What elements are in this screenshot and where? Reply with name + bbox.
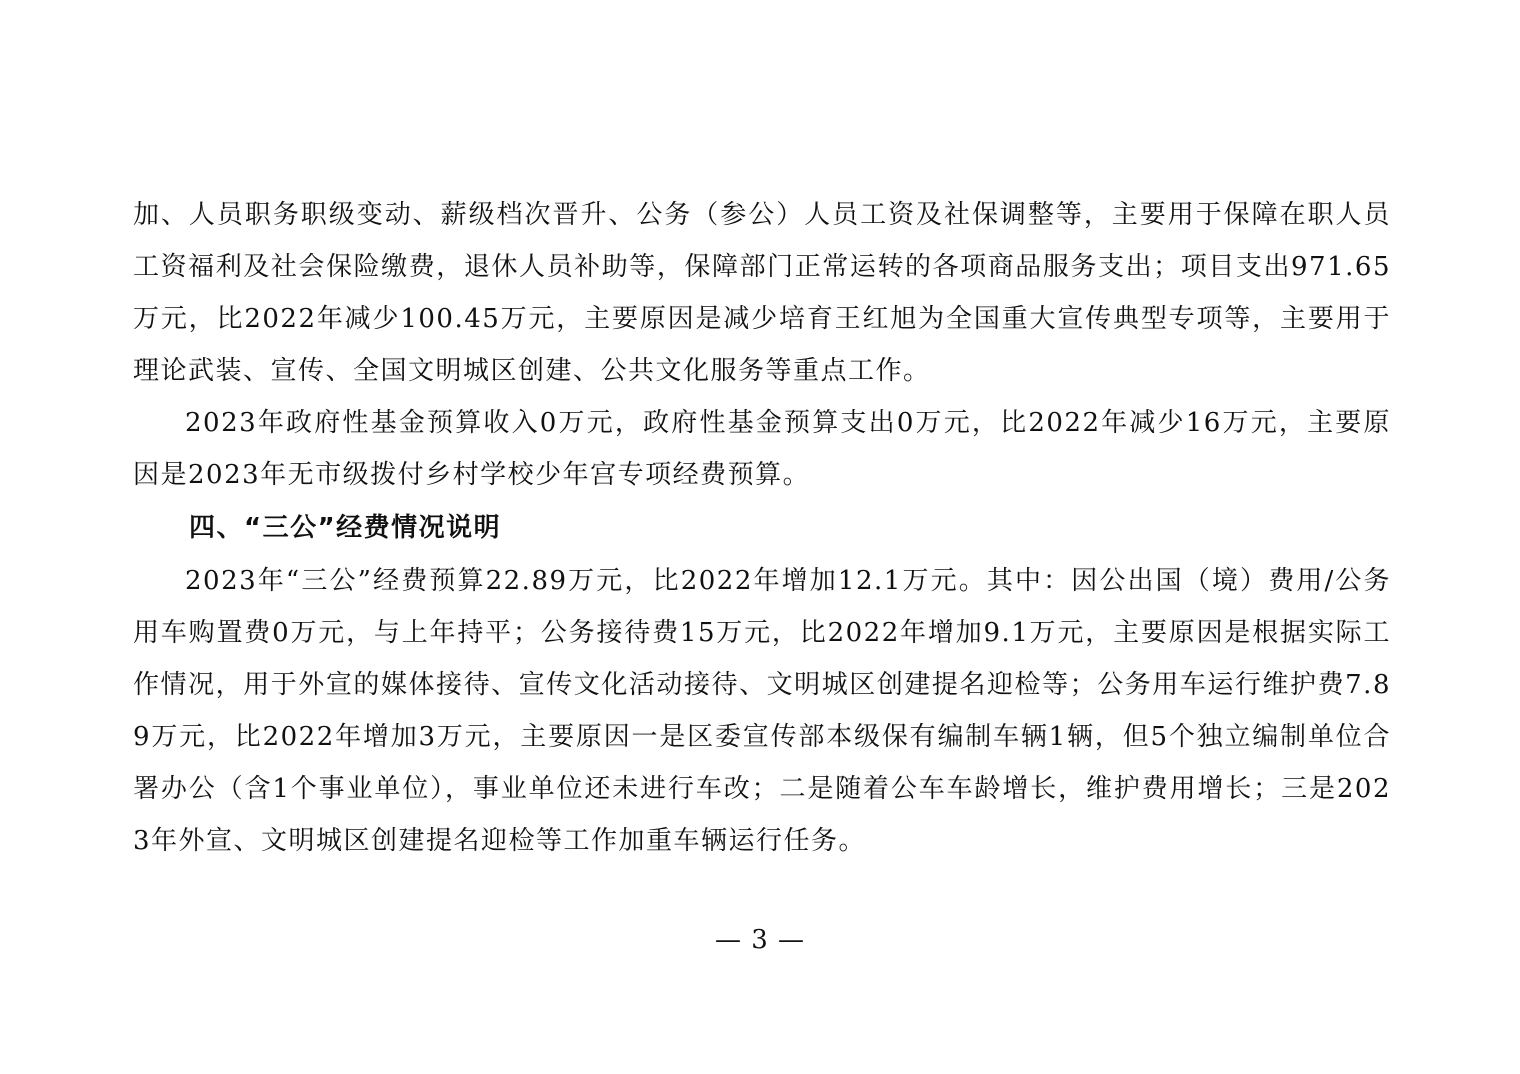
document-body [133, 189, 1391, 867]
page-number: — 3 — [714, 925, 806, 955]
paragraph-three-public-expenses: 2023年“三公”经费预算22.89万元，比2022年增加12.1万元。其中：因公出国（境）费用/公务用车购置费0万元，与上年持平；公务接待费15万元，比2022年增加9.1万元，主要原因是根据实际工作情况，用于外宣的媒体接待、宣传文化活动接待、文明城区创建提名迎检等；公务用车运行维护费7.89万元，比2022年增加3万元，主要原因一是区委宣传部本级保有编制车辆1辆，但5个独立编制单位合署办公（含1个事业单位），事业单位还未进行车改；二是随着公车车龄增长，维护费用增长；三是2023年外宣、文明城区创建提名迎检等工作加重车辆运行任务。 [133, 566, 1391, 856]
paragraph-project-expenditure: 加、人员职务职级变动、薪级档次晋升、公务（参公）人员工资及社保调整等，主要用于保障在职人员工资福利及社会保险缴费，退休人员补助等，保障部门正常运转的各项商品服务支出；项目支出971.65万元，比2022年减少100.45万元，主要原因是减少培育王红旭为全国重大宣传典型专项等，主要用于理论武装、宣传、全国文明城区创建、公共文化服务等重点工作。 [133, 200, 1391, 386]
paragraph-government-fund-budget: 2023年政府性基金预算收入0万元，政府性基金预算支出0万元，比2022年减少16万元，主要原因是2023年无市级拨付乡村学校少年宫专项经费预算。 [133, 408, 1391, 490]
section-heading-three-public-expenses: 四、“三公”经费情况说明 [189, 513, 502, 543]
